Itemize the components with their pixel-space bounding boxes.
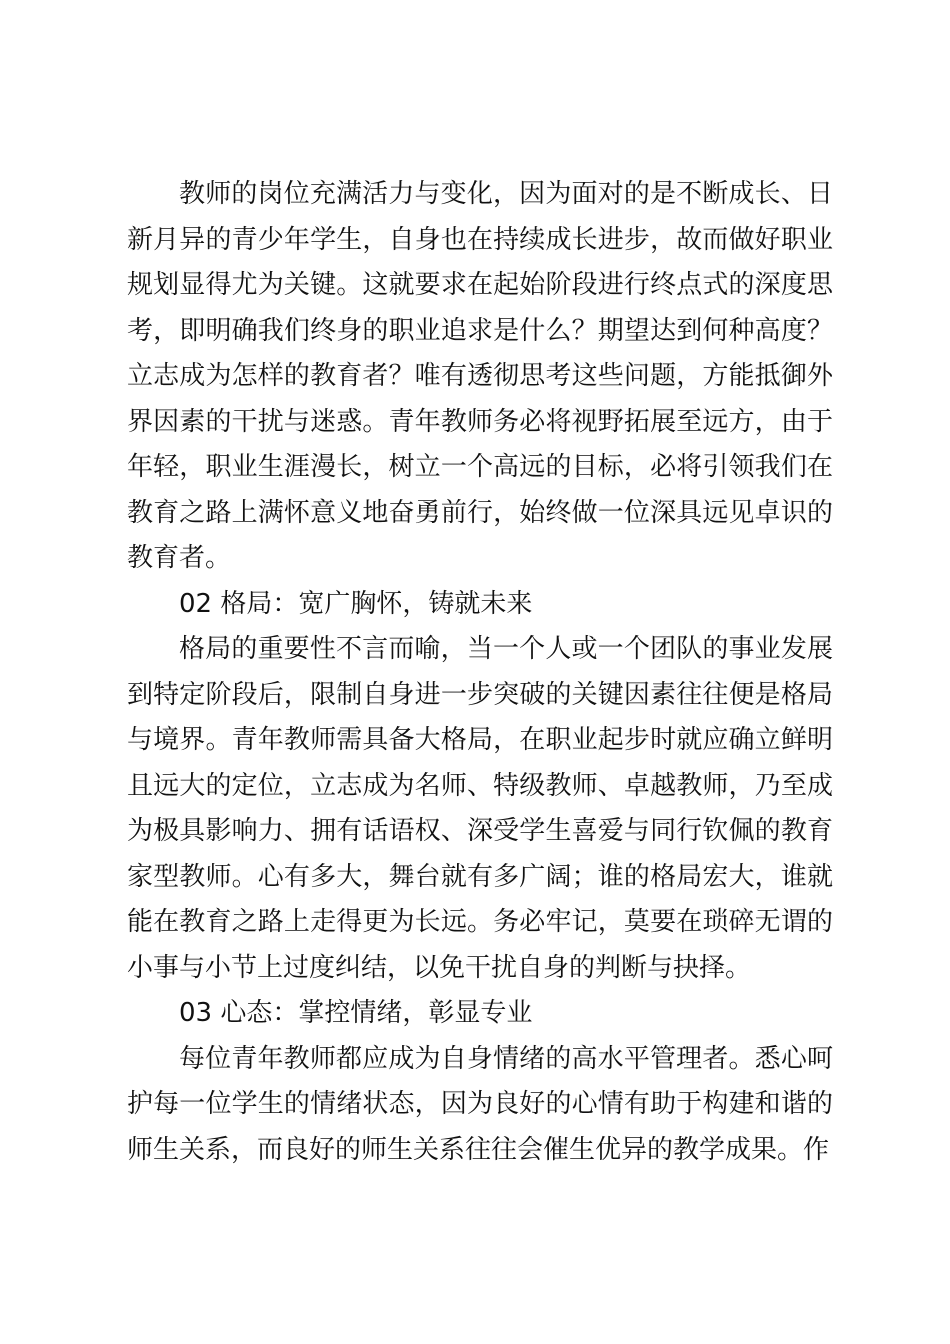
section-heading-vision: 02 格局：宽广胸怀，铸就未来 xyxy=(179,588,533,619)
document-body xyxy=(127,172,833,1173)
paragraph-vision: 格局的重要性不言而喻，当一个人或一个团队的事业发展到特定阶段后，限制自身进一步突破的关键因素往往便是格局与境界。青年教师需具备大格局，在职业起步时就应确立鲜明且远大的定位，立志成为名师、特级教师、卓越教师，乃至成为极具影响力、拥有话语权、深受学生喜爱与同行钦佩的教育家型教师。心有多大，舞台就有多广阔；谁的格局宏大，谁就能在教育之路上走得更为长远。务必牢记，莫要在琐碎无谓的小事与小节上过度纠结，以免干扰自身的判断与抉择。 xyxy=(127,634,833,983)
section-heading-mindset: 03 心态：掌控情绪，彰显专业 xyxy=(179,998,533,1028)
paragraph-mindset: 每位青年教师都应成为自身情绪的高水平管理者。悉心呵护每一位学生的情绪状态，因为良好的心情有助于构建和谐的师生关系，而良好的师生关系往往会催生优异的教学成果。作 xyxy=(127,1043,833,1165)
paragraph-career-planning: 教师的岗位充满活力与变化，因为面对的是不断成长、日新月异的青少年学生，自身也在持续成长进步，故而做好职业规划显得尤为关键。这就要求在起始阶段进行终点式的深度思考，即明确我们终身的职业追求是什么？期望达到何种高度？立志成为怎样的教育者？唯有透彻思考这些问题，方能抵御外界因素的干扰与迷惑。青年教师务必将视野拓展至远方，由于年轻，职业生涯漫长，树立一个高远的目标，必将引领我们在教育之路上满怀意义地奋勇前行，始终做一位深具远见卓识的教育者。 xyxy=(127,179,833,573)
